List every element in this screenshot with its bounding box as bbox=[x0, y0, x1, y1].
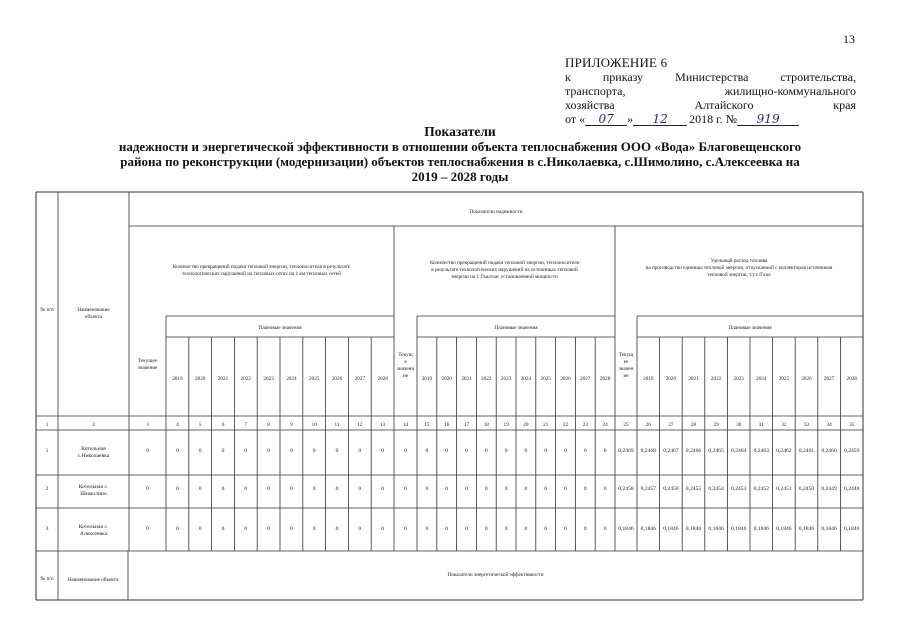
value-cell: 0 bbox=[221, 526, 225, 532]
value-cell: 0 bbox=[221, 486, 225, 492]
year-header: 2025 bbox=[309, 376, 320, 382]
group2-header: в результате технологических нарушений на источниках тепловой bbox=[431, 267, 578, 273]
value-cell: 0 bbox=[445, 448, 449, 454]
col-no-header: № п/п bbox=[40, 307, 54, 313]
column-number: 31 bbox=[758, 422, 764, 428]
title-heading: Показатели bbox=[424, 124, 496, 139]
column-number: 29 bbox=[713, 422, 719, 428]
value-cell: 0,2457 bbox=[640, 486, 656, 492]
value-cell: 0 bbox=[312, 526, 316, 532]
year-header: 2025 bbox=[778, 376, 790, 382]
value-cell: 0 bbox=[146, 526, 149, 532]
value-cell: 0,2468 bbox=[640, 448, 656, 454]
value-cell: 0 bbox=[381, 448, 384, 454]
order-prefix: от « bbox=[565, 112, 586, 126]
column-number: 34 bbox=[826, 422, 832, 428]
group3-header: тепловой энергии, т.у.т./Гкал bbox=[707, 272, 771, 278]
row-number: 3 bbox=[45, 526, 49, 532]
row-object-name: Котельная bbox=[81, 446, 106, 452]
column-number: 30 bbox=[736, 422, 742, 428]
year-header: 2022 bbox=[481, 376, 492, 382]
year-header: 2023 bbox=[733, 376, 744, 382]
year-header: 2027 bbox=[354, 376, 365, 382]
value-cell: 0 bbox=[335, 526, 339, 532]
value-cell: 0 bbox=[198, 448, 202, 454]
column-number: 10 bbox=[311, 422, 317, 428]
value-cell: 0,2451 bbox=[776, 486, 792, 492]
value-cell: 0,2450 bbox=[798, 486, 815, 492]
column-number: 19 bbox=[503, 422, 509, 428]
value-cell: 0 bbox=[603, 486, 607, 492]
appendix-line-1: к приказу Министерства строительства, bbox=[565, 70, 856, 84]
current-value-label: Текущ bbox=[618, 352, 634, 358]
year-header: 2019 bbox=[172, 376, 183, 382]
value-cell: 0,2466 bbox=[685, 448, 702, 454]
column-number: 21 bbox=[543, 422, 549, 428]
value-cell: 0 bbox=[484, 448, 488, 454]
value-cell: 0,1846 bbox=[685, 526, 702, 532]
column-number: 9 bbox=[290, 422, 293, 428]
value-cell: 0,1846 bbox=[798, 526, 815, 532]
value-cell: 0,1846 bbox=[844, 526, 860, 532]
year-header: 2021 bbox=[217, 376, 229, 382]
value-cell: 0 bbox=[445, 486, 449, 492]
value-cell: 0,2448 bbox=[844, 486, 860, 492]
column-number: 13 bbox=[380, 422, 386, 428]
value-cell: 0 bbox=[524, 486, 528, 492]
value-cell: 0,2463 bbox=[753, 448, 769, 454]
value-cell: 0 bbox=[583, 486, 587, 492]
year-header: 2027 bbox=[823, 376, 835, 382]
current-value-label: Текущ bbox=[398, 352, 413, 358]
group1-header: Количество прекращений подачи тепловой энергии, теплоносителя в результате bbox=[172, 264, 351, 270]
year-header: 2028 bbox=[846, 376, 857, 382]
current-value-label: значен bbox=[618, 366, 634, 372]
title-line-3: 2019 – 2028 годы bbox=[411, 169, 509, 184]
appendix-line-2: транспорта, жилищно-коммунального bbox=[565, 84, 856, 98]
year-header: 2021 bbox=[461, 376, 472, 382]
value-cell: 0 bbox=[176, 486, 179, 492]
value-cell: 0,2456 bbox=[663, 486, 679, 492]
value-cell: 0,2469 bbox=[618, 448, 634, 454]
column-number: 23 bbox=[582, 422, 588, 428]
column-number: 8 bbox=[267, 422, 270, 428]
bottom-col-no: № п/п bbox=[40, 576, 54, 582]
current-value-label: ее bbox=[623, 359, 629, 365]
value-cell: 0,1846 bbox=[708, 526, 724, 532]
value-cell: 0 bbox=[544, 526, 548, 532]
value-cell: 0 bbox=[358, 448, 362, 454]
value-cell: 0 bbox=[335, 448, 339, 454]
current-value-label: значени bbox=[396, 366, 415, 372]
year-header: 2020 bbox=[441, 376, 452, 382]
row-number: 1 bbox=[45, 448, 49, 454]
planned-label: Плановые значения bbox=[728, 325, 772, 331]
planned-label: Плановые значения bbox=[258, 325, 302, 331]
year-header: 2020 bbox=[195, 376, 206, 382]
value-cell: 0 bbox=[381, 526, 384, 532]
value-cell: 0,1846 bbox=[821, 526, 837, 532]
value-cell: 0,2454 bbox=[708, 486, 724, 492]
row-object-name: Алексеевка bbox=[79, 531, 108, 537]
value-cell: 0 bbox=[176, 448, 179, 454]
year-header: 2020 bbox=[665, 376, 677, 382]
year-header: 2022 bbox=[240, 376, 251, 382]
year-header: 2025 bbox=[540, 376, 551, 382]
current-value-label: е bbox=[404, 359, 407, 365]
column-number: 26 bbox=[645, 422, 651, 428]
value-cell: 0,2458 bbox=[618, 486, 634, 492]
row-object-name: Шимолино bbox=[80, 491, 107, 497]
year-header: 2027 bbox=[580, 376, 591, 382]
value-cell: 0 bbox=[221, 448, 225, 454]
year-header: 2024 bbox=[520, 376, 532, 382]
value-cell: 0 bbox=[544, 486, 548, 492]
column-number: 18 bbox=[483, 422, 489, 428]
value-cell: 0 bbox=[290, 448, 293, 454]
value-cell: 0 bbox=[267, 448, 270, 454]
group3-header: на производство единицы тепловой энергии, отпускаемой с коллекторов источников bbox=[645, 265, 833, 271]
title-line-2: района по реконструкции (модернизации) объектов теплоснабжения в с.Николаевка, с.Шимолино, с.Алексеевка на bbox=[120, 154, 800, 169]
year-header: 2019 bbox=[643, 376, 654, 382]
year-header: 2021 bbox=[688, 376, 699, 382]
page-number: 13 bbox=[843, 32, 855, 46]
appendix-line-3: хозяйства Алтайского края bbox=[565, 98, 856, 112]
value-cell: 0,2462 bbox=[776, 448, 792, 454]
column-number: 27 bbox=[668, 422, 674, 428]
year-header: 2024 bbox=[756, 376, 767, 382]
col-name-header: объекта bbox=[84, 314, 103, 320]
value-cell: 0 bbox=[267, 486, 270, 492]
group3-header: Удельный расход топлива bbox=[710, 258, 768, 264]
column-number: 17 bbox=[463, 422, 470, 428]
column-number: 5 bbox=[198, 422, 202, 428]
year-header: 2023 bbox=[263, 376, 274, 382]
col-name-header: Наименование bbox=[77, 307, 110, 313]
value-cell: 0 bbox=[146, 448, 149, 454]
group1-header: технологических нарушений на тепловых сетях на 1 км тепловых сетей bbox=[182, 271, 341, 277]
value-cell: 0 bbox=[524, 448, 528, 454]
year-header: 2024 bbox=[286, 376, 297, 382]
column-number: 14 bbox=[402, 422, 409, 428]
title-line-1: надежности и энергетической эффективности в отношении объекта теплоснабжения ООО «Вода» Благовещенского bbox=[118, 139, 802, 154]
value-cell: 0 bbox=[603, 526, 607, 532]
column-number: 6 bbox=[221, 422, 225, 428]
order-day: 07 bbox=[585, 112, 627, 126]
value-cell: 0 bbox=[312, 448, 316, 454]
value-cell: 0 bbox=[603, 448, 607, 454]
value-cell: 0 bbox=[583, 526, 587, 532]
order-month: 12 bbox=[633, 112, 687, 126]
value-cell: 0 bbox=[290, 486, 293, 492]
value-cell: 0,2453 bbox=[731, 486, 747, 492]
column-number: 3 bbox=[146, 422, 149, 428]
current-value-label: значение bbox=[137, 365, 158, 371]
appendix-title: ПРИЛОЖЕНИЕ 6 bbox=[565, 55, 668, 70]
column-number: 16 bbox=[444, 422, 450, 428]
current-value-label: не bbox=[402, 373, 409, 379]
value-cell: 0 bbox=[358, 486, 362, 492]
value-cell: 0 bbox=[504, 486, 508, 492]
value-cell: 0 bbox=[404, 526, 407, 532]
value-cell: 0 bbox=[404, 448, 407, 454]
value-cell: 0 bbox=[425, 486, 429, 492]
current-value-label: Текущее bbox=[138, 358, 157, 364]
value-cell: 0,2455 bbox=[685, 486, 702, 492]
value-cell: 0 bbox=[524, 526, 528, 532]
value-cell: 0,1846 bbox=[663, 526, 679, 532]
value-cell: 0 bbox=[335, 486, 339, 492]
value-cell: 0,1846 bbox=[618, 526, 634, 532]
value-cell: 0,1846 bbox=[776, 526, 792, 532]
value-cell: 0,1846 bbox=[753, 526, 769, 532]
value-cell: 0,1846 bbox=[731, 526, 747, 532]
value-cell: 0 bbox=[465, 486, 468, 492]
year-header: 2022 bbox=[710, 376, 722, 382]
value-cell: 0 bbox=[358, 526, 362, 532]
value-cell: 0 bbox=[504, 448, 508, 454]
value-cell: 0 bbox=[425, 526, 429, 532]
column-number: 22 bbox=[562, 422, 569, 428]
row-object-name: с.Николаевка bbox=[77, 453, 110, 459]
year-header: 2026 bbox=[801, 376, 812, 382]
column-number: 15 bbox=[424, 422, 430, 428]
order-number: 919 bbox=[737, 112, 799, 126]
column-number: 35 bbox=[849, 422, 855, 428]
value-cell: 0 bbox=[381, 486, 384, 492]
value-cell: 0 bbox=[244, 526, 248, 532]
year-header: 2026 bbox=[560, 376, 571, 382]
planned-label: Плановые значения bbox=[494, 325, 538, 331]
current-value-label: ие bbox=[623, 373, 629, 379]
value-cell: 0 bbox=[564, 486, 567, 492]
reliability-header: Показатели надежности bbox=[469, 209, 523, 215]
value-cell: 0 bbox=[198, 486, 202, 492]
year-header: 2026 bbox=[331, 376, 343, 382]
column-number: 1 bbox=[45, 422, 49, 428]
year-header: 2019 bbox=[421, 376, 433, 382]
row-object-name: Котельная с. bbox=[78, 524, 109, 530]
value-cell: 0 bbox=[198, 526, 202, 532]
column-number: 28 bbox=[690, 422, 697, 428]
column-number: 24 bbox=[602, 422, 608, 428]
value-cell: 0 bbox=[290, 526, 293, 532]
value-cell: 0,2459 bbox=[844, 448, 860, 454]
year-header: 2023 bbox=[500, 376, 512, 382]
value-cell: 0,1846 bbox=[640, 526, 656, 532]
value-cell: 0 bbox=[465, 526, 468, 532]
year-header: 2028 bbox=[599, 376, 611, 382]
value-cell: 0 bbox=[404, 486, 407, 492]
value-cell: 0,2464 bbox=[731, 448, 747, 454]
value-cell: 0,2465 bbox=[708, 448, 724, 454]
value-cell: 0 bbox=[176, 526, 179, 532]
column-number: 33 bbox=[803, 422, 810, 428]
value-cell: 0 bbox=[425, 448, 429, 454]
value-cell: 0,2461 bbox=[798, 448, 815, 454]
value-cell: 0 bbox=[484, 526, 488, 532]
value-cell: 0 bbox=[445, 526, 449, 532]
order-year: 2018 г. № bbox=[689, 112, 738, 126]
value-cell: 0,2467 bbox=[663, 448, 679, 454]
efficiency-header: Показатели энергетической эффективности bbox=[447, 572, 544, 578]
value-cell: 0 bbox=[583, 448, 587, 454]
value-cell: 0,2460 bbox=[821, 448, 837, 454]
value-cell: 0 bbox=[484, 486, 488, 492]
column-number: 20 bbox=[523, 422, 529, 428]
value-cell: 0 bbox=[146, 486, 149, 492]
column-number: 2 bbox=[92, 422, 95, 428]
value-cell: 0 bbox=[544, 448, 548, 454]
column-number: 25 bbox=[623, 422, 629, 428]
group2-header: Количество прекращений подачи тепловой энергии, теплоносителя bbox=[429, 260, 580, 266]
row-object-name: Котельная с. bbox=[78, 484, 109, 490]
value-cell: 0,2452 bbox=[753, 486, 769, 492]
column-number: 12 bbox=[357, 422, 363, 428]
year-header: 2028 bbox=[377, 376, 388, 382]
value-cell: 0 bbox=[244, 448, 248, 454]
column-number: 32 bbox=[781, 422, 787, 428]
value-cell: 0 bbox=[564, 448, 567, 454]
value-cell: 0 bbox=[504, 526, 508, 532]
row-number: 2 bbox=[45, 486, 49, 492]
column-number: 4 bbox=[176, 422, 179, 428]
order-mid: » bbox=[627, 112, 634, 126]
column-number: 11 bbox=[334, 422, 340, 428]
value-cell: 0 bbox=[564, 526, 567, 532]
bottom-col-name: Наименование объекта bbox=[67, 577, 119, 583]
value-cell: 0 bbox=[244, 486, 248, 492]
value-cell: 0 bbox=[312, 486, 316, 492]
value-cell: 0 bbox=[465, 448, 468, 454]
group2-header: энергии на 1 Гкал/час установленной мощности bbox=[451, 274, 558, 280]
column-number: 7 bbox=[244, 422, 248, 428]
value-cell: 0 bbox=[267, 526, 270, 532]
value-cell: 0,2449 bbox=[821, 486, 837, 492]
